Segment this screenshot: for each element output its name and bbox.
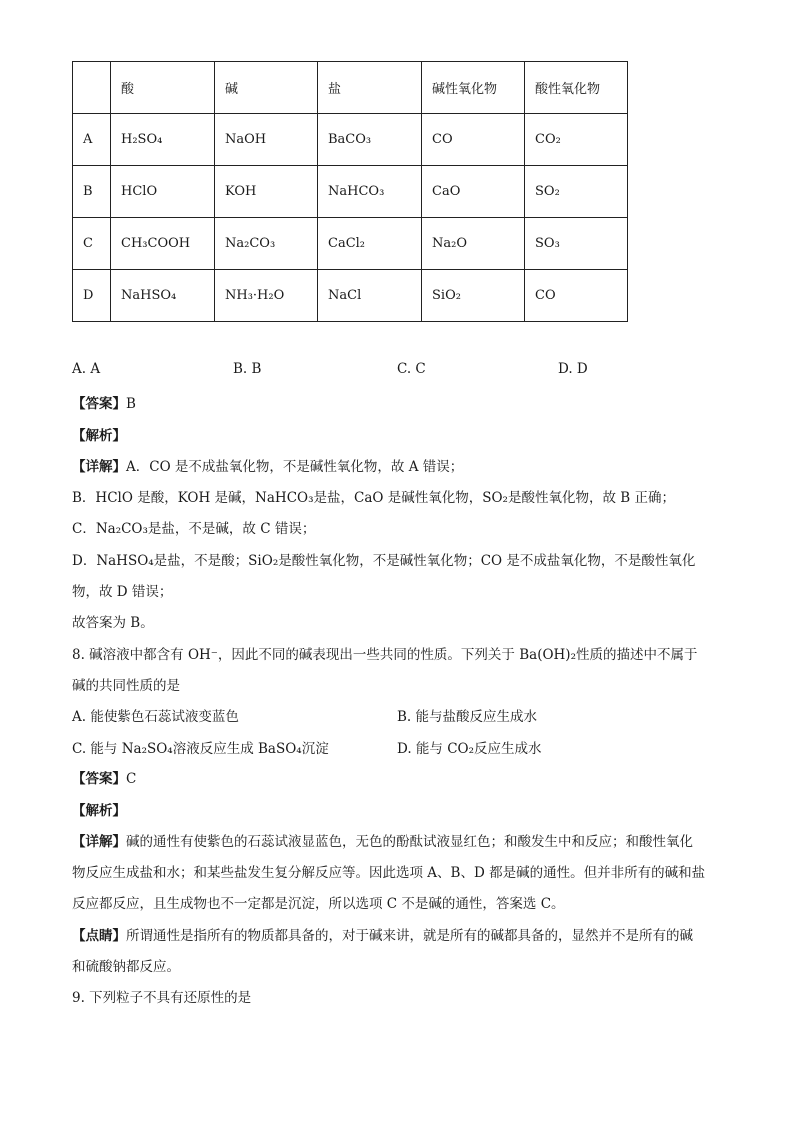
table-header-cell: 碱 — [215, 62, 318, 114]
q7-detail-line: D．NaHSO₄是盐，不是酸；SiO₂是酸性氧化物，不是碱性氧化物；CO 是不成盐氧化物，不是酸性氧化 — [72, 553, 696, 569]
q8-option-c: C. 能与 Na₂SO₄溶液反应生成 BaSO₄沉淀 — [72, 741, 329, 757]
table-cell: KOH — [215, 166, 318, 218]
q8-analysis-tag: 【解析】 — [72, 803, 126, 819]
table-cell: NaOH — [215, 114, 318, 166]
q8-answer — [72, 767, 136, 787]
q7-option-b: B. B — [233, 361, 262, 377]
q8-detail-line: 反应都反应，且生成物也不一定都是沉淀，所以选项 C 不是碱的通性，答案选 C。 — [72, 896, 565, 912]
table-cell: Na₂CO₃ — [215, 218, 318, 270]
table-header-cell: 酸性氧化物 — [525, 62, 628, 114]
q8-detail-line: 物反应生成盐和水；和某些盐发生复分解反应等。因此选项 A、B、D 都是碱的通性。但并非所有的碱和盐 — [72, 865, 706, 881]
comment-tag: 【点睛】 — [72, 928, 126, 944]
answer-tag: 【答案】 — [72, 396, 126, 412]
table-row — [73, 166, 628, 218]
table-cell: CaCl₂ — [318, 218, 422, 270]
table-cell: HClO — [111, 166, 215, 218]
q8-stem-line: 8. 碱溶液中都含有 OH⁻，因此不同的碱表现出一些共同的性质。下列关于 Ba(OH)₂性质的描述中不属于 — [72, 647, 698, 663]
table-row — [73, 218, 628, 270]
q8-comment-line — [72, 924, 693, 944]
table-cell: SO₃ — [525, 218, 628, 270]
table-row — [73, 114, 628, 166]
q7-detail-line: C．Na₂CO₃是盐，不是碱，故 C 错误； — [72, 521, 316, 537]
q7-answer — [72, 392, 136, 412]
table-cell: NaHSO₄ — [111, 270, 215, 322]
q7-detail-line: B．HClO 是酸，KOH 是碱，NaHCO₃是盐，CaO 是碱性氧化物，SO₂是酸性氧化物，故 B 正确； — [72, 490, 675, 506]
q8-stem-line: 碱的共同性质的是 — [72, 678, 180, 694]
table-cell: Na₂O — [422, 218, 525, 270]
q8-comment-line: 和硫酸钠都反应。 — [72, 959, 180, 975]
row-label: B — [73, 166, 111, 218]
table-header-cell — [73, 62, 111, 114]
table-cell: SO₂ — [525, 166, 628, 218]
q8-option-d: D. 能与 CO₂反应生成水 — [397, 741, 542, 757]
answer-tag: 【答案】 — [72, 771, 126, 787]
table-row — [73, 270, 628, 322]
q7-detail-line: 物，故 D 错误； — [72, 584, 173, 600]
table-cell: CO — [525, 270, 628, 322]
answer-value: C — [126, 771, 137, 787]
table-header-row — [73, 62, 628, 114]
detail-tag: 【详解】 — [72, 834, 126, 850]
table-cell: BaCO₃ — [318, 114, 422, 166]
q7-option-d: D. D — [558, 361, 588, 377]
q8-option-b: B. 能与盐酸反应生成水 — [397, 709, 538, 725]
q7-detail-line — [72, 455, 463, 475]
answer-value: B — [126, 396, 136, 412]
table-header-cell: 酸 — [111, 62, 215, 114]
row-label: D — [73, 270, 111, 322]
q7-analysis-tag: 【解析】 — [72, 428, 126, 444]
comment-text: 所谓通性是指所有的物质都具备的，对于碱来讲，就是所有的碱都具备的，显然并不是所有的碱 — [126, 928, 693, 944]
table-header-cell: 盐 — [318, 62, 422, 114]
table-cell: NaHCO₃ — [318, 166, 422, 218]
q9-stem: 9. 下列粒子不具有还原性的是 — [72, 990, 252, 1006]
q7-conclusion: 故答案为 B。 — [72, 615, 154, 631]
table-cell: CaO — [422, 166, 525, 218]
detail-text: A．CO 是不成盐氧化物，不是碱性氧化物，故 A 错误； — [126, 459, 464, 475]
table-cell: CH₃COOH — [111, 218, 215, 270]
table-header-cell: 碱性氧化物 — [422, 62, 525, 114]
detail-text: 碱的通性有使紫色的石蕊试液显蓝色，无色的酚酞试液显红色；和酸发生中和反应；和酸性氧化 — [126, 834, 693, 850]
table-cell: CO — [422, 114, 525, 166]
q8-detail-line — [72, 830, 693, 850]
row-label: C — [73, 218, 111, 270]
table-cell: NH₃·H₂O — [215, 270, 318, 322]
detail-tag: 【详解】 — [72, 459, 126, 475]
table-cell: SiO₂ — [422, 270, 525, 322]
q7-option-c: C. C — [397, 361, 426, 377]
q8-option-a: A. 能使紫色石蕊试液变蓝色 — [72, 709, 239, 725]
classification-table — [72, 61, 628, 322]
table-cell: NaCl — [318, 270, 422, 322]
q7-option-a: A. A — [72, 361, 101, 377]
row-label: A — [73, 114, 111, 166]
table-cell: CO₂ — [525, 114, 628, 166]
table-cell: H₂SO₄ — [111, 114, 215, 166]
